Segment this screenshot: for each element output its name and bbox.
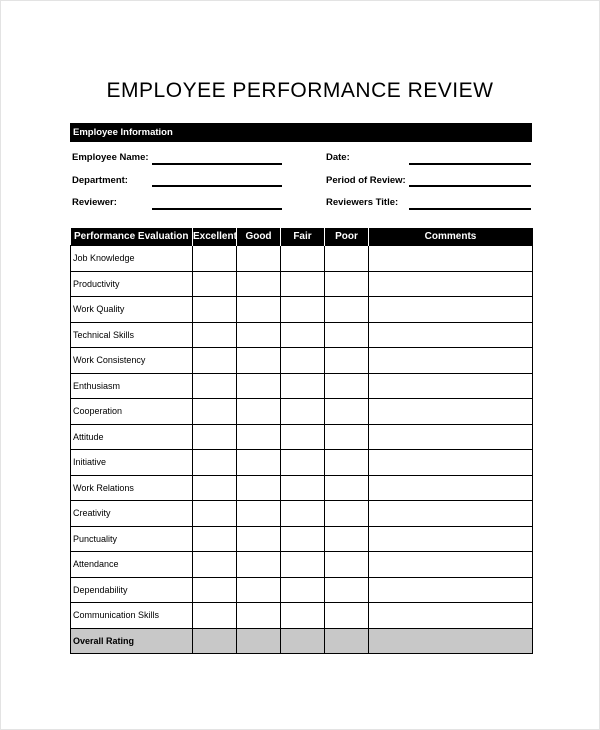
rating-cell-fair[interactable] bbox=[281, 628, 325, 654]
reviewers-title-label: Reviewers Title: bbox=[326, 197, 399, 208]
criterion-label: Creativity bbox=[71, 501, 193, 527]
table-row bbox=[71, 399, 533, 425]
criterion-label: Initiative bbox=[71, 450, 193, 476]
rating-cell-poor[interactable] bbox=[325, 348, 369, 374]
rating-cell-excellent[interactable] bbox=[193, 322, 237, 348]
rating-cell-excellent[interactable] bbox=[193, 297, 237, 323]
rating-cell-good[interactable] bbox=[237, 424, 281, 450]
table-row bbox=[71, 322, 533, 348]
rating-cell-excellent[interactable] bbox=[193, 424, 237, 450]
table-row bbox=[71, 577, 533, 603]
rating-cell-poor[interactable] bbox=[325, 271, 369, 297]
comments-cell[interactable] bbox=[369, 399, 533, 425]
rating-cell-excellent[interactable] bbox=[193, 271, 237, 297]
rating-cell-poor[interactable] bbox=[325, 297, 369, 323]
column-header-comments: Comments bbox=[369, 228, 533, 246]
rating-cell-fair[interactable] bbox=[281, 246, 325, 272]
rating-cell-poor[interactable] bbox=[325, 475, 369, 501]
rating-cell-fair[interactable] bbox=[281, 348, 325, 374]
rating-cell-fair[interactable] bbox=[281, 577, 325, 603]
table-row bbox=[71, 373, 533, 399]
rating-cell-excellent[interactable] bbox=[193, 450, 237, 476]
criterion-label: Overall Rating bbox=[71, 628, 193, 654]
table-row bbox=[71, 424, 533, 450]
rating-cell-good[interactable] bbox=[237, 246, 281, 272]
rating-cell-poor[interactable] bbox=[325, 399, 369, 425]
rating-cell-poor[interactable] bbox=[325, 526, 369, 552]
date-field[interactable] bbox=[409, 163, 531, 165]
date-label: Date: bbox=[326, 152, 350, 163]
comments-cell[interactable] bbox=[369, 271, 533, 297]
page-title: EMPLOYEE PERFORMANCE REVIEW bbox=[106, 79, 494, 102]
criterion-label: Punctuality bbox=[71, 526, 193, 552]
rating-cell-good[interactable] bbox=[237, 399, 281, 425]
rating-cell-excellent[interactable] bbox=[193, 552, 237, 578]
rating-cell-good[interactable] bbox=[237, 526, 281, 552]
rating-cell-poor[interactable] bbox=[325, 552, 369, 578]
comments-cell[interactable] bbox=[369, 603, 533, 629]
table-header-row bbox=[71, 228, 533, 246]
period-of-review-label: Period of Review: bbox=[326, 175, 406, 186]
criterion-label: Cooperation bbox=[71, 399, 193, 425]
table-row bbox=[71, 552, 533, 578]
column-header-excellent: Excellent bbox=[193, 228, 237, 246]
rating-cell-poor[interactable] bbox=[325, 246, 369, 272]
rating-cell-excellent[interactable] bbox=[193, 577, 237, 603]
reviewer-field[interactable] bbox=[152, 208, 282, 210]
table-row bbox=[71, 297, 533, 323]
reviewers-title-field[interactable] bbox=[409, 208, 531, 210]
criterion-label: Work Consistency bbox=[71, 348, 193, 374]
rating-cell-excellent[interactable] bbox=[193, 526, 237, 552]
rating-cell-poor[interactable] bbox=[325, 373, 369, 399]
rating-cell-good[interactable] bbox=[237, 603, 281, 629]
rating-cell-fair[interactable] bbox=[281, 526, 325, 552]
rating-cell-poor[interactable] bbox=[325, 603, 369, 629]
comments-cell[interactable] bbox=[369, 577, 533, 603]
rating-cell-poor[interactable] bbox=[325, 628, 369, 654]
employee-name-label: Employee Name: bbox=[72, 152, 149, 163]
table-row bbox=[71, 246, 533, 272]
comments-cell[interactable] bbox=[369, 246, 533, 272]
comments-cell[interactable] bbox=[369, 501, 533, 527]
rating-cell-excellent[interactable] bbox=[193, 475, 237, 501]
department-field[interactable] bbox=[152, 185, 282, 187]
rating-cell-excellent[interactable] bbox=[193, 348, 237, 374]
criterion-label: Work Quality bbox=[71, 297, 193, 323]
rating-cell-excellent[interactable] bbox=[193, 603, 237, 629]
rating-cell-poor[interactable] bbox=[325, 501, 369, 527]
rating-cell-excellent[interactable] bbox=[193, 628, 237, 654]
table-row bbox=[71, 348, 533, 374]
table-row bbox=[71, 450, 533, 476]
rating-cell-good[interactable] bbox=[237, 475, 281, 501]
column-header-fair: Fair bbox=[281, 228, 325, 246]
comments-cell[interactable] bbox=[369, 552, 533, 578]
rating-cell-good[interactable] bbox=[237, 322, 281, 348]
column-header-poor: Poor bbox=[325, 228, 369, 246]
criterion-label: Communication Skills bbox=[71, 603, 193, 629]
rating-cell-poor[interactable] bbox=[325, 577, 369, 603]
rating-cell-good[interactable] bbox=[237, 271, 281, 297]
rating-cell-poor[interactable] bbox=[325, 450, 369, 476]
table-row bbox=[71, 475, 533, 501]
rating-cell-fair[interactable] bbox=[281, 450, 325, 476]
comments-cell[interactable] bbox=[369, 526, 533, 552]
criterion-label: Attendance bbox=[71, 552, 193, 578]
rating-cell-fair[interactable] bbox=[281, 603, 325, 629]
comments-cell[interactable] bbox=[369, 628, 533, 654]
table-row bbox=[71, 603, 533, 629]
rating-cell-excellent[interactable] bbox=[193, 399, 237, 425]
table-row bbox=[71, 271, 533, 297]
comments-cell[interactable] bbox=[369, 475, 533, 501]
comments-cell[interactable] bbox=[369, 297, 533, 323]
rating-cell-good[interactable] bbox=[237, 577, 281, 603]
rating-cell-good[interactable] bbox=[237, 628, 281, 654]
rating-cell-good[interactable] bbox=[237, 348, 281, 374]
criterion-label: Dependability bbox=[71, 577, 193, 603]
rating-cell-fair[interactable] bbox=[281, 373, 325, 399]
rating-cell-good[interactable] bbox=[237, 297, 281, 323]
rating-cell-fair[interactable] bbox=[281, 271, 325, 297]
rating-cell-fair[interactable] bbox=[281, 399, 325, 425]
criterion-label: Productivity bbox=[71, 271, 193, 297]
comments-cell[interactable] bbox=[369, 348, 533, 374]
rating-cell-good[interactable] bbox=[237, 373, 281, 399]
rating-cell-fair[interactable] bbox=[281, 501, 325, 527]
rating-cell-fair[interactable] bbox=[281, 424, 325, 450]
rating-cell-excellent[interactable] bbox=[193, 246, 237, 272]
rating-cell-good[interactable] bbox=[237, 450, 281, 476]
table-row bbox=[71, 526, 533, 552]
comments-cell[interactable] bbox=[369, 322, 533, 348]
reviewer-label: Reviewer: bbox=[72, 197, 117, 208]
criterion-label: Technical Skills bbox=[71, 322, 193, 348]
rating-cell-fair[interactable] bbox=[281, 552, 325, 578]
rating-cell-excellent[interactable] bbox=[193, 501, 237, 527]
department-label: Department: bbox=[72, 175, 128, 186]
criterion-label: Job Knowledge bbox=[71, 246, 193, 272]
column-header-good: Good bbox=[237, 228, 281, 246]
rating-cell-good[interactable] bbox=[237, 552, 281, 578]
criterion-label: Enthusiasm bbox=[71, 373, 193, 399]
overall-rating-row bbox=[71, 628, 533, 654]
rating-cell-poor[interactable] bbox=[325, 424, 369, 450]
rating-cell-fair[interactable] bbox=[281, 475, 325, 501]
rating-cell-good[interactable] bbox=[237, 501, 281, 527]
performance-evaluation-table bbox=[70, 228, 533, 654]
column-header-criteria: Performance Evaluation bbox=[71, 228, 193, 246]
comments-cell[interactable] bbox=[369, 424, 533, 450]
comments-cell[interactable] bbox=[369, 450, 533, 476]
comments-cell[interactable] bbox=[369, 373, 533, 399]
rating-cell-poor[interactable] bbox=[325, 322, 369, 348]
criterion-label: Work Relations bbox=[71, 475, 193, 501]
employee-name-field[interactable] bbox=[152, 163, 282, 165]
rating-cell-fair[interactable] bbox=[281, 297, 325, 323]
period-of-review-field[interactable] bbox=[409, 185, 531, 187]
rating-cell-fair[interactable] bbox=[281, 322, 325, 348]
table-row bbox=[71, 501, 533, 527]
criterion-label: Attitude bbox=[71, 424, 193, 450]
employee-info-header: Employee Information bbox=[70, 123, 532, 142]
rating-cell-excellent[interactable] bbox=[193, 373, 237, 399]
